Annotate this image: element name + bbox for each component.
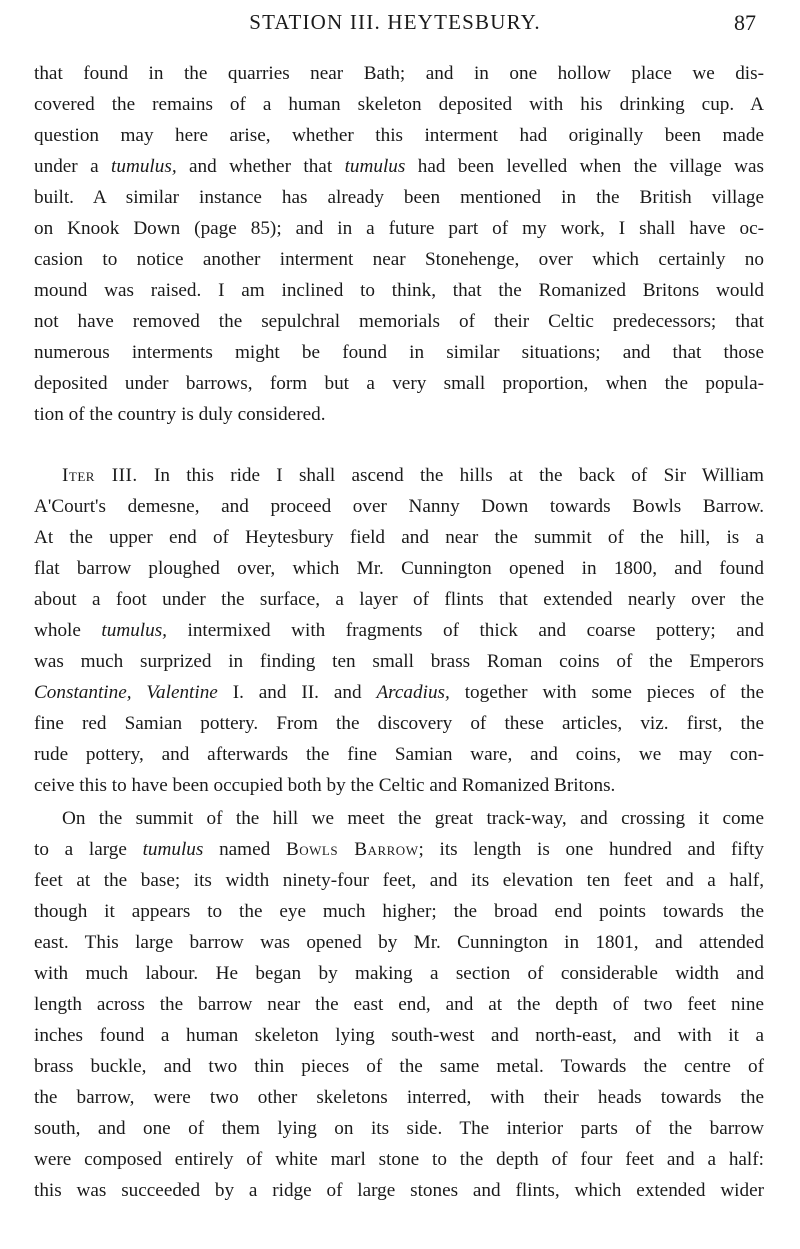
- text-line: mound was raised. I am inclined to think, that the Romanized Britons would: [34, 280, 764, 301]
- text-line: that found in the quarries near Bath; and in one hollow place we dis-: [34, 63, 764, 84]
- text-line: not have removed the sepulchral memorials of their Celtic predecessors; that: [34, 311, 764, 332]
- page-header: [0, 8, 800, 44]
- text-line: though it appears to the eye much higher; the broad end points towards the: [34, 901, 764, 922]
- text-line: length across the barrow near the east end, and at the depth of two feet nine: [34, 994, 764, 1015]
- text-line: inches found a human skeleton lying south-west and north-east, and with it a: [34, 1025, 764, 1046]
- paragraph-quarries: [34, 58, 764, 430]
- text-line: the barrow, were two other skeletons interred, with their heads towards the: [34, 1087, 764, 1108]
- text-line: rude pottery, and afterwards the fine Samian ware, and coins, we may con-: [34, 744, 764, 765]
- small-caps-text: Iter III.: [62, 465, 138, 486]
- text-line: to a large tumulus named Bowls Barrow; its length is one hundred and fifty: [34, 839, 764, 860]
- text-line: flat barrow ploughed over, which Mr. Cunnington opened in 1800, and found: [34, 558, 764, 579]
- text-line: numerous interments might be found in similar situations; and that those: [34, 342, 764, 363]
- text-line: on Knook Down (page 85); and in a future part of my work, I shall have oc-: [34, 218, 764, 239]
- text-line: under a tumulus, and whether that tumulus had been levelled when the village was: [34, 156, 764, 177]
- text-line: Constantine, Valentine I. and II. and Arcadius, together with some pieces of the: [34, 682, 764, 703]
- text-line: south, and one of them lying on its side. The interior parts of the barrow: [34, 1118, 764, 1139]
- text-line: fine red Samian pottery. From the discovery of these articles, viz. first, the: [34, 713, 764, 734]
- text-line: tion of the country is duly considered.: [34, 404, 326, 425]
- paragraph-bowls-barrow: [34, 803, 764, 1206]
- page-number: 87: [734, 10, 756, 35]
- text-line: feet at the base; its width ninety-four feet, and its elevation ten feet and a half,: [34, 870, 764, 891]
- text-line: east. This large barrow was opened by Mr. Cunnington in 1801, and attended: [34, 932, 764, 953]
- italic-text: Constantine, Valentine: [34, 682, 218, 703]
- text-line: A'Court's demesne, and proceed over Nanny Down towards Bowls Barrow.: [34, 496, 764, 517]
- text-line: covered the remains of a human skeleton deposited with his drinking cup. A: [34, 94, 764, 115]
- text-line: this was succeeded by a ridge of large stones and flints, which extended wider: [34, 1180, 764, 1201]
- running-head: STATION III. HEYTESBURY.: [249, 10, 541, 34]
- text-line: On the summit of the hill we meet the great track-way, and crossing it come: [62, 808, 764, 829]
- text-line: casion to notice another interment near Stonehenge, over which certainly no: [34, 249, 764, 270]
- italic-text: tumulus: [142, 839, 204, 860]
- text-line: brass buckle, and two thin pieces of the same metal. Towards the centre of: [34, 1056, 764, 1077]
- text-line: with much labour. He began by making a section of considerable width and: [34, 963, 764, 984]
- text-line: At the upper end of Heytesbury field and near the summit of the hill, is a: [34, 527, 764, 548]
- italic-text: Arcadius,: [376, 682, 450, 703]
- italic-text: tumulus: [344, 156, 406, 177]
- text-line: built. A similar instance has already been mentioned in the British village: [34, 187, 764, 208]
- text-line: whole tumulus, intermixed with fragments of thick and coarse pottery; and: [34, 620, 764, 641]
- small-caps-text: Bowls Barrow: [285, 839, 419, 860]
- text-line: were composed entirely of white marl stone to the depth of four feet and a half:: [34, 1149, 764, 1170]
- text-line: about a foot under the surface, a layer of flints that extended nearly over the: [34, 589, 764, 610]
- text-line: question may here arise, whether this interment had originally been made: [34, 125, 764, 146]
- text-line: ceive this to have been occupied both by the Celtic and Romanized Britons.: [34, 775, 616, 796]
- italic-text: tumulus,: [111, 156, 177, 177]
- text-line: Iter III. In this ride I shall ascend the hills at the back of Sir William: [62, 465, 764, 486]
- text-line: was much surprized in finding ten small brass Roman coins of the Emperors: [34, 651, 764, 672]
- italic-text: tumulus,: [101, 620, 167, 641]
- text-line: deposited under barrows, form but a very small proportion, when the popula-: [34, 373, 764, 394]
- paragraph-iter-iii: [34, 460, 764, 801]
